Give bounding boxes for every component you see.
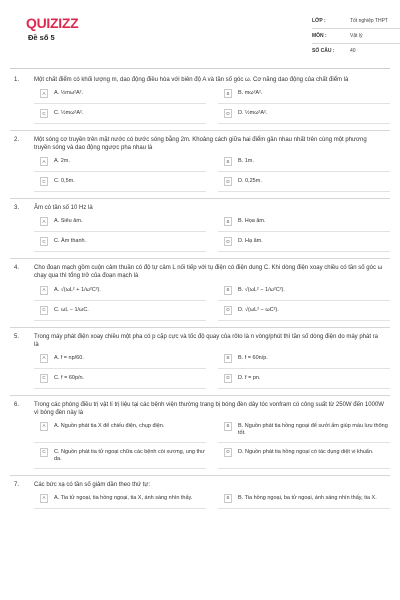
meta-label: LỚP : — [312, 17, 326, 24]
option-text: A. f = np/60. — [54, 354, 84, 361]
option-letter-box: C — [40, 177, 48, 186]
answer-option[interactable] — [34, 232, 206, 252]
question-number: 3. — [14, 205, 20, 212]
option-text: A. 2m. — [54, 158, 70, 165]
meta-value: 40 — [350, 48, 356, 55]
option-text: C. ωL − 1/ωC. — [54, 306, 89, 313]
answer-option[interactable] — [218, 152, 390, 172]
option-text: D. f = pn. — [238, 374, 261, 381]
meta-value: Vật lý — [350, 32, 363, 39]
answer-option[interactable] — [34, 172, 206, 192]
answer-option[interactable] — [34, 301, 206, 321]
option-letter-box: A — [40, 494, 48, 503]
question — [10, 264, 390, 320]
option-letter-box: B — [224, 422, 232, 431]
answer-option[interactable] — [34, 84, 206, 104]
option-text: B. mω²A². — [238, 90, 263, 97]
option-text: A. Nguồn phát tia X để chiếu điện, chụp điện. — [54, 422, 165, 429]
option-letter-box: A — [40, 286, 48, 295]
option-text: C. 0,5m. — [54, 178, 75, 185]
answer-option[interactable] — [34, 489, 206, 509]
worksheet-header — [12, 0, 388, 70]
question-text: Trong các phòng điều trị vật lí trị liệu tại các bệnh viện thường trang bị bóng đèn dây tóc vonfram có công suất từ 250W đến 1000W vì bóng đèn này là — [34, 401, 384, 416]
option-letter-box: B — [224, 354, 232, 363]
question — [10, 76, 390, 124]
option-text: D. 0,25m. — [238, 178, 262, 185]
answer-options — [34, 417, 390, 469]
option-letter-box: C — [40, 109, 48, 118]
option-letter-box: A — [40, 217, 48, 226]
question-text: Cho đoạn mạch gồm cuộn cảm thuần có độ tự cảm L nối tiếp với tụ điện có điện dung C. Khi dòng điện xoay chiều có tần số góc ω chạy qua thì tổng trở của đoạn mạch là — [34, 265, 383, 280]
question-text: Một chất điểm có khối lượng m, dao động điều hòa với biên độ A và tần số góc ω. Cơ năng dao động của chất điểm là — [34, 77, 349, 83]
option-text: D. Nguồn phát tia hồng ngoại có tác dụng diệt vi khuẩn. — [238, 448, 374, 455]
question — [10, 333, 390, 389]
answer-options — [34, 281, 390, 321]
header-divider — [10, 68, 390, 69]
option-letter-box: B — [224, 286, 232, 295]
answer-option[interactable] — [218, 104, 390, 124]
question — [10, 401, 390, 469]
answer-option[interactable] — [218, 281, 390, 301]
option-text: A. ½mω²A². — [54, 90, 84, 97]
answer-options — [34, 349, 390, 389]
option-letter-box: C — [40, 374, 48, 383]
question-number: 5. — [14, 333, 20, 340]
answer-option[interactable] — [218, 369, 390, 389]
option-text: B. Nguồn phát tia hồng ngoại để sưởi ấm giúp máu lưu thông tốt. — [238, 422, 388, 437]
answer-option[interactable] — [218, 232, 390, 252]
option-text: B. f = 60n/p. — [238, 354, 268, 361]
answer-option[interactable] — [34, 212, 206, 232]
option-text: B. 1m. — [238, 158, 254, 165]
option-text: B. √(ωL² − 1/ω²C²). — [238, 286, 285, 293]
option-text: C. ½mω²A². — [54, 110, 84, 117]
option-letter-box: D — [224, 177, 232, 186]
option-text: A. Siêu âm. — [54, 218, 83, 225]
answer-option[interactable] — [34, 349, 206, 369]
question-divider — [10, 395, 390, 396]
answer-options — [34, 84, 390, 124]
answer-options — [34, 212, 390, 252]
meta-value: Tốt nghiệp THPT — [350, 17, 388, 24]
meta-row-subject — [312, 29, 400, 44]
option-letter-box: B — [224, 157, 232, 166]
option-letter-box: D — [224, 448, 232, 457]
option-letter-box: C — [40, 448, 48, 457]
option-letter-box: C — [40, 237, 48, 246]
answer-option[interactable] — [218, 301, 390, 321]
answer-option[interactable] — [218, 417, 390, 443]
answer-option[interactable] — [34, 443, 206, 469]
option-text: D. Hạ âm. — [238, 238, 263, 245]
question-text: Trong máy phát điện xoay chiều một pha có p cặp cực và tốc độ quay của rôto là n vòng/phút thì tần số dòng điện do máy phát ra là — [34, 333, 379, 348]
question-divider — [10, 475, 390, 476]
option-letter-box: A — [40, 157, 48, 166]
answer-option[interactable] — [34, 281, 206, 301]
question-list — [10, 76, 390, 509]
option-letter-box: B — [224, 494, 232, 503]
option-letter-box: A — [40, 89, 48, 98]
option-text: C. Âm thanh. — [54, 238, 87, 245]
exam-title: Đề số 5 — [28, 33, 55, 42]
answer-option[interactable] — [34, 152, 206, 172]
answer-options — [34, 489, 390, 509]
question-number: 2. — [14, 137, 20, 144]
meta-row-count — [312, 44, 400, 59]
question-text: Các bức xạ có tần số giảm dần theo thứ tự: — [34, 481, 151, 488]
question-number: 7. — [14, 481, 20, 488]
option-letter-box: B — [224, 89, 232, 98]
option-text: A. √(ωL² + 1/ω²C²). — [54, 286, 101, 293]
option-text: C. Nguồn phát tia tử ngoại chữa các bệnh còi xương, ung thư da. — [54, 448, 205, 463]
option-text: B. Họa âm. — [238, 218, 266, 225]
option-letter-box: C — [40, 306, 48, 315]
question-number: 6. — [14, 401, 20, 408]
answer-option[interactable] — [218, 443, 390, 469]
answer-option[interactable] — [34, 369, 206, 389]
option-text: B. Tia hồng ngoại, ba tử ngoại, ánh sáng nhìn thấy, tia X. — [238, 494, 377, 501]
question-number: 1. — [14, 77, 20, 83]
option-letter-box: D — [224, 237, 232, 246]
option-letter-box: D — [224, 374, 232, 383]
question-divider — [10, 327, 390, 328]
question-text: Một sóng cơ truyền trên mặt nước có bước sóng bằng 2m. Khoảng cách giữa hai điểm gần nhau nhất trên cùng một phương truyền sóng và dao động ngược pha nhau là — [34, 137, 367, 152]
answer-option[interactable] — [218, 212, 390, 232]
option-text: D. √(ωL² − ωC²). — [238, 306, 279, 313]
answer-option[interactable] — [218, 172, 390, 192]
option-letter-box: A — [40, 422, 48, 431]
meta-label: SỐ CÂU : — [312, 48, 335, 55]
question — [10, 481, 390, 509]
answer-option[interactable] — [218, 489, 390, 509]
option-letter-box: D — [224, 306, 232, 315]
option-text: C. f = 60p/n. — [54, 374, 85, 381]
meta-table — [312, 14, 400, 59]
option-text: D. ½mω²A². — [238, 110, 268, 117]
question — [10, 204, 390, 252]
answer-options — [34, 152, 390, 192]
answer-option[interactable] — [34, 104, 206, 124]
option-letter-box: D — [224, 109, 232, 118]
meta-label: MÔN : — [312, 32, 327, 39]
option-letter-box: B — [224, 217, 232, 226]
option-text: A. Tia tử ngoại, tia hồng ngoại, tia X, ánh sáng nhìn thấy. — [54, 494, 193, 501]
question-divider — [10, 198, 390, 199]
quizizz-logo: QUIZIZZ — [26, 15, 79, 31]
option-letter-box: A — [40, 354, 48, 363]
question-divider — [10, 258, 390, 259]
question-number: 4. — [14, 265, 20, 272]
answer-option[interactable] — [34, 417, 206, 443]
meta-row-class — [312, 14, 400, 29]
answer-option[interactable] — [218, 84, 390, 104]
question-text: Âm có tần số 10 Hz là — [34, 205, 93, 212]
question-divider — [10, 130, 390, 131]
question — [10, 136, 390, 192]
answer-option[interactable] — [218, 349, 390, 369]
